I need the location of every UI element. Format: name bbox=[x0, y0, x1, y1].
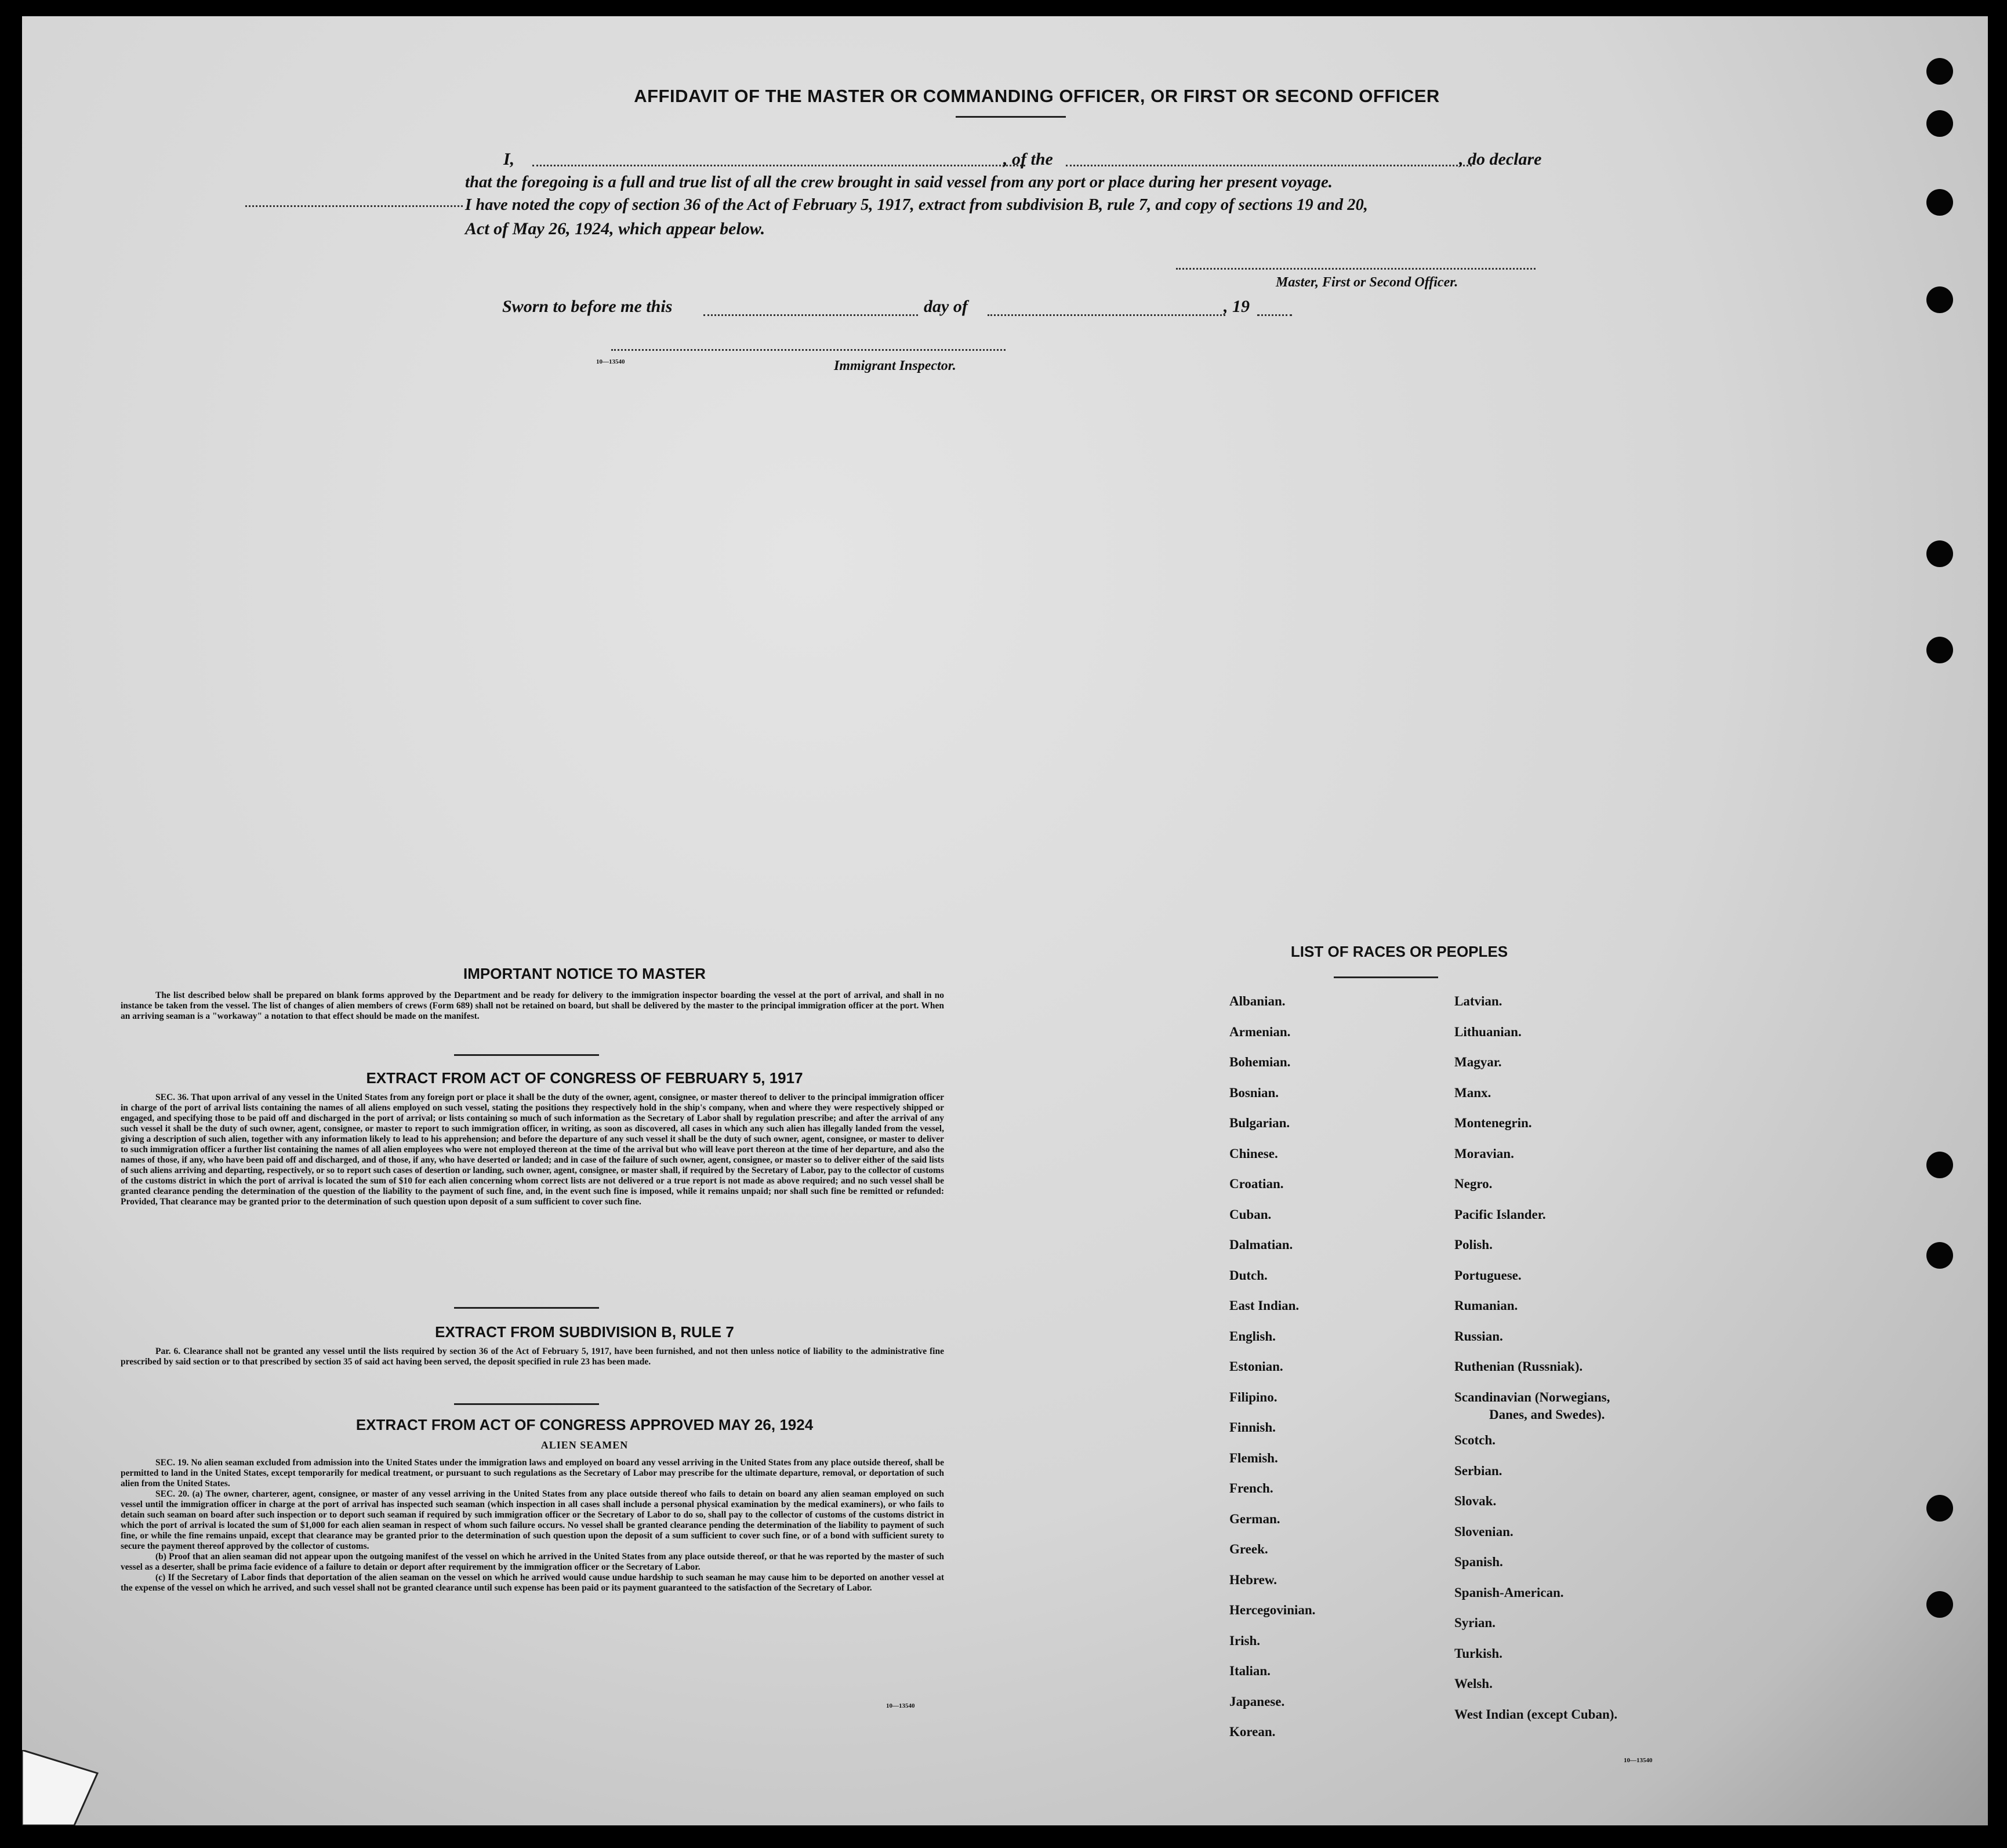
races-underline bbox=[1334, 976, 1438, 978]
race-item: Magyar. bbox=[1454, 1055, 1502, 1069]
year-prefix: , 19 bbox=[1224, 297, 1250, 316]
affidavit-line-4: Act of May 26, 1924, which appear below. bbox=[465, 219, 765, 238]
races-heading: LIST OF RACES OR PEOPLES bbox=[1290, 943, 1508, 960]
race-item: Armenian. bbox=[1229, 1024, 1291, 1039]
race-item: Cuban. bbox=[1229, 1207, 1272, 1222]
race-item: Pacific Islander. bbox=[1454, 1207, 1546, 1222]
race-item: Rumanian. bbox=[1454, 1298, 1518, 1313]
race-item: Moravian. bbox=[1454, 1146, 1514, 1161]
race-item: Latvian. bbox=[1454, 994, 1502, 1008]
race-item: Greek. bbox=[1229, 1542, 1268, 1556]
race-item: Slovak. bbox=[1454, 1494, 1497, 1508]
vessel-field[interactable] bbox=[1066, 165, 1472, 166]
notice-text bbox=[121, 990, 944, 1022]
race-item: Scotch. bbox=[1454, 1433, 1496, 1447]
extract-1924-heading: EXTRACT FROM ACT OF CONGRESS APPROVED MAY 26, 1924 bbox=[355, 1416, 814, 1433]
extract-rule7-text bbox=[121, 1346, 944, 1367]
race-item: Filipino. bbox=[1229, 1389, 1277, 1404]
race-item: Montenegrin. bbox=[1454, 1116, 1532, 1130]
section-divider bbox=[454, 1307, 599, 1309]
race-item: Spanish. bbox=[1454, 1555, 1503, 1569]
race-item: Albanian. bbox=[1229, 994, 1286, 1008]
affidavit-pronoun: I, bbox=[503, 150, 515, 169]
sworn-month-field[interactable] bbox=[988, 314, 1225, 316]
extract-1917-text bbox=[121, 1092, 944, 1207]
race-item: Estonian. bbox=[1229, 1359, 1283, 1374]
race-item: Lithuanian. bbox=[1454, 1024, 1522, 1039]
race-item: Irish. bbox=[1229, 1633, 1261, 1648]
binder-hole bbox=[1926, 1495, 1953, 1522]
binder-hole bbox=[1926, 540, 1953, 567]
folded-corner bbox=[22, 1750, 109, 1825]
master-signature-field[interactable] bbox=[1176, 268, 1536, 270]
sec-20c-paragraph: (c) If the Secretary of Labor finds that deportation of the alien seaman on the vessel on which he arrived would cause undue hardship to such seaman he may cause him to be deported on another vessel at the expense of the vessel on which he arrived, and such vessel shall not be granted clearance until such expense has been paid or its payment guaranteed to the satisfaction of the Secretary of Labor. bbox=[121, 1573, 944, 1593]
binder-hole bbox=[1926, 1242, 1953, 1269]
master-caption: Master, First or Second Officer. bbox=[1276, 275, 1458, 290]
affidavit-line-2: that the foregoing is a full and true list of all the crew brought in said vessel from any port or place during her present voyage. bbox=[465, 173, 1333, 191]
race-item: Turkish. bbox=[1454, 1646, 1502, 1661]
race-item: German. bbox=[1229, 1511, 1280, 1526]
race-item: Japanese. bbox=[1229, 1694, 1285, 1709]
race-item: Negro. bbox=[1454, 1177, 1493, 1191]
race-item: Finnish. bbox=[1229, 1420, 1276, 1435]
binder-hole bbox=[1926, 58, 1953, 85]
affidavit-line-3: I have noted the copy of section 36 of the Act of February 5, 1917, extract from subdivision B, rule 7, and copy of sections 19 and 20, bbox=[465, 196, 1368, 214]
race-item: Hebrew. bbox=[1229, 1572, 1277, 1587]
alien-seamen-subheading: ALIEN SEAMEN bbox=[540, 1439, 629, 1451]
race-item: Russian. bbox=[1454, 1328, 1503, 1344]
sec-36-paragraph: SEC. 36. That upon arrival of any vessel in the United States from any foreign port or place it shall be the duty of the owner, agent, consignee, or master thereof to deliver to the principal immigration officer in charge of the port of arrival lists containing the names of all aliens employed on such vessel, stating the positions they respectively hold in the ship's company, when and where they were respectively shipped or engaged, and specifying those to be paid off and discharged in the port of arrival; or lists containing so much of such information as the Secretary of Labor shall by regulation prescribe; and after the arrival of any such vessel it shall be the duty of such owner, agent, consignee, or master to report to such immigration officer, in writing, as soon as discovered, all cases in which any such alien has illegally landed from the vessel, giving a description of such alien, together with any information likely to lead to his apprehension; and before the departure of any such vessel it shall be the duty of such owner, agent, consignee, or master to deliver to such immigration officer a further list containing the names of all alien employees who were not employed thereon at the time of the arrival but who will leave port thereon at the time of her departure, and also the names of those, if any, who have been paid off and discharged, and of those, if any, who have deserted or landed; and in case of the failure of such owner, agent, consignee, or master so to deliver either of the said lists of such aliens arriving and departing, respectively, or so to report such cases of desertion or landing, such owner, agent, consignee, or master shall, if required by the Secretary of Labor, pay to the collector of customs of the customs district in which the port of arrival is located the sum of $10 for each alien concerning whom correct lists are not delivered or a true report is not made as above required; and no such vessel shall be granted clearance pending the determination of the question of the liability to the payment of such fine, and, in the event such fine is imposed, while it remains unpaid; nor shall such fine be remitted or refunded: Provided, That clearance may be granted prior to the determination of such question upon deposit of a sum sufficient to cover such fine. bbox=[121, 1092, 944, 1207]
notice-paragraph: The list described below shall be prepared on blank forms approved by the Department and be ready for delivery to the immigration inspector boarding the vessel at the port of arrival, and shall in no instance be taken from the vessel. The list of changes of alien members of crews (Form 689) shall not be retained on board, but shall be delivered by the master to the principal immigration officer at the port. When an arriving seaman is a "workaway" a notation to that effect should be made on the manifest. bbox=[121, 990, 944, 1021]
affidavit-title: AFFIDAVIT OF THE MASTER OR COMMANDING OFFICER, OR FIRST OR SECOND OFFICER bbox=[634, 86, 1440, 106]
section-divider bbox=[454, 1054, 599, 1056]
race-item: Polish. bbox=[1454, 1237, 1493, 1252]
sworn-prefix: Sworn to before me this bbox=[502, 297, 673, 316]
race-item: Flemish. bbox=[1229, 1450, 1278, 1465]
sec-20b-paragraph: (b) Proof that an alien seaman did not appear upon the outgoing manifest of the vessel on which he arrived in the United States from any place outside thereof, or that he was reported by the master of such vessel as a deserter, shall be prima facie evidence of a failure to detain or deport after requirement by the immigration officer or the Secretary of Labor. bbox=[121, 1552, 944, 1572]
race-item: French. bbox=[1229, 1481, 1273, 1495]
race-item: Chinese. bbox=[1229, 1146, 1278, 1161]
race-item: Welsh. bbox=[1454, 1676, 1493, 1691]
name-field[interactable] bbox=[532, 165, 1025, 166]
race-item: Danes, and Swedes). bbox=[1489, 1407, 1605, 1422]
day-of-label: day of bbox=[924, 297, 968, 316]
binder-hole bbox=[1926, 189, 1953, 216]
races-form-number: 10—13540 bbox=[1624, 1757, 1653, 1764]
race-item: Korean. bbox=[1229, 1724, 1276, 1739]
race-item: Serbian. bbox=[1454, 1463, 1502, 1478]
race-item: Slovenian. bbox=[1454, 1524, 1514, 1539]
binder-hole bbox=[1926, 1591, 1953, 1618]
extract-rule7-heading: EXTRACT FROM SUBDIVISION B, RULE 7 bbox=[435, 1323, 734, 1341]
inspector-signature-field[interactable] bbox=[611, 349, 1006, 351]
race-item: East Indian. bbox=[1229, 1298, 1300, 1313]
sworn-day-field[interactable] bbox=[703, 314, 918, 316]
race-item: Syrian. bbox=[1454, 1615, 1496, 1630]
margin-line bbox=[245, 205, 463, 207]
race-item: Croatian. bbox=[1229, 1177, 1284, 1191]
affidavit-do-declare: , do declare bbox=[1459, 150, 1542, 169]
sec-19-paragraph: SEC. 19. No alien seaman excluded from admission into the United States under the immigration laws and employed on board any vessel arriving in the United States from any place outside thereof, shall be permitted to land in the United States, except temporarily for medical treatment, or pursuant to such regulations as the Secretary of Labor may prescribe for the ultimate departure, removal, or deportation of such alien from the United States. bbox=[121, 1458, 944, 1488]
race-item: Ruthenian (Russniak). bbox=[1454, 1359, 1583, 1374]
sec-20a-paragraph: SEC. 20. (a) The owner, charterer, agent, consignee, or master of any vessel arriving in the United States from any place outside thereof who fails to detain on board any alien seaman employed on such vessel until the immigration officer in charge at the port of arrival has inspected such seaman (which inspection in all cases shall include a personal physical examination by the medical examiners), or who fails to detain such seaman on board after such inspection or to deport such seaman if required by such immigration officer or the Secretary of Labor to do so, shall pay to the collector of customs of the customs district in which the port of arrival is located the sum of $1,000 for each alien seaman in respect of whom such failure occurs. No vessel shall be granted clearance pending the determination of the liability to payment of such fine, or while the fine remains unpaid, except that clearance may be granted prior to the determination of such question upon the deposit of a sum sufficient to cover such fine, or of a bond with sufficient surety to secure the payment thereof approved by the collector of customs. bbox=[121, 1489, 944, 1551]
affidavit-of-the: , of the bbox=[1003, 150, 1053, 169]
race-item: Portuguese. bbox=[1454, 1268, 1522, 1283]
legal-form-number: 10—13540 bbox=[886, 1702, 915, 1709]
race-item: Bosnian. bbox=[1229, 1085, 1279, 1100]
race-item: West Indian (except Cuban). bbox=[1454, 1707, 1618, 1722]
race-item: Spanish-American. bbox=[1454, 1585, 1564, 1600]
binder-hole bbox=[1926, 110, 1953, 137]
year-field[interactable] bbox=[1257, 314, 1292, 316]
inspector-caption: Immigrant Inspector. bbox=[834, 358, 956, 373]
race-item: Dutch. bbox=[1229, 1268, 1268, 1283]
race-item: Bulgarian. bbox=[1229, 1116, 1290, 1130]
affidavit-form-number: 10—13540 bbox=[596, 358, 625, 365]
binder-hole bbox=[1926, 1152, 1953, 1178]
race-item: Scandinavian (Norwegians, bbox=[1454, 1389, 1610, 1404]
par-6-paragraph: Par. 6. Clearance shall not be granted any vessel until the lists required by section 36 of the Act of February 5, 1917, have been furnished, and not then unless notice of liability to the administrative fine prescribed by said section or to that prescribed by section 35 of said act having been served, the deposit specified in rule 23 has been made. bbox=[121, 1346, 944, 1367]
notice-heading: IMPORTANT NOTICE TO MASTER bbox=[463, 965, 706, 982]
race-item: Dalmatian. bbox=[1229, 1237, 1293, 1252]
section-divider bbox=[454, 1403, 599, 1405]
race-item: Manx. bbox=[1454, 1085, 1491, 1100]
title-underline bbox=[956, 116, 1066, 118]
extract-1917-heading: EXTRACT FROM ACT OF CONGRESS OF FEBRUARY 5, 1917 bbox=[366, 1069, 803, 1087]
extract-1924-text bbox=[121, 1458, 944, 1593]
binder-hole bbox=[1926, 637, 1953, 663]
race-item: Bohemian. bbox=[1229, 1055, 1291, 1069]
race-item: Italian. bbox=[1229, 1664, 1271, 1678]
race-item: Hercegovinian. bbox=[1229, 1603, 1316, 1617]
form-sheet bbox=[22, 16, 1988, 1825]
race-item: English. bbox=[1229, 1328, 1276, 1344]
binder-hole bbox=[1926, 286, 1953, 313]
